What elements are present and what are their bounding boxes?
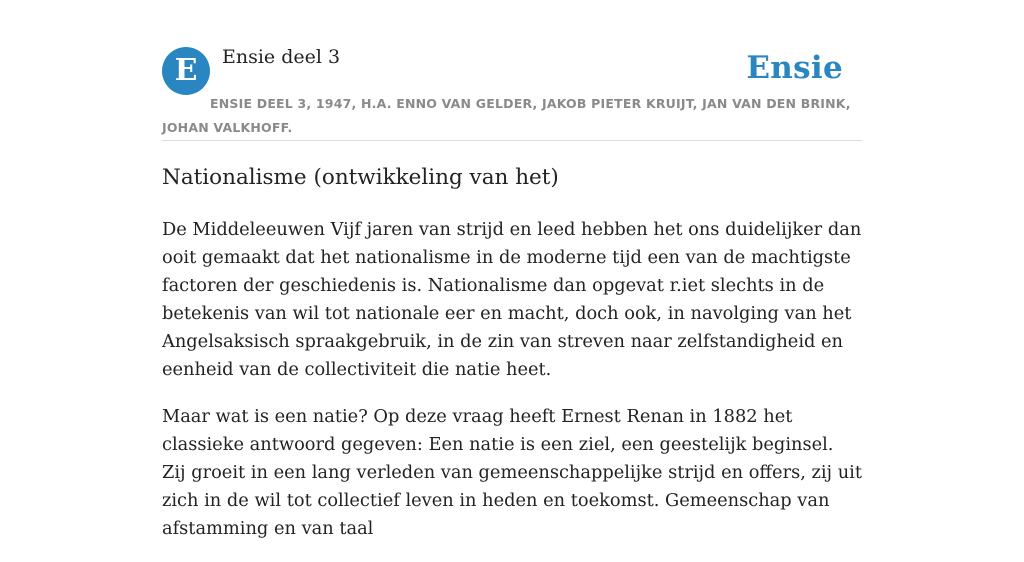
brand-logo[interactable]: Ensie — [746, 50, 843, 86]
article-paragraph: De Middeleeuwen Vijf jaren van strijd en leed hebben het ons duidelijker dan ooit gemaakt dat het nationalisme in de moderne tijd een van de machtigste factoren der geschiedenis is. Nationalisme dan opgevat r.iet slechts in de betekenis van wil tot nationale eer en macht, doch ook, in navolging van het Angelsaksisch spraakgebruik, in de zin van streven naar zelfstandigheid en eenheid van de collectiviteit die natie heet. — [162, 219, 862, 380]
article-title: Nationalisme (ontwikkeling van het) — [162, 165, 559, 190]
ensie-logo-icon[interactable]: E — [162, 47, 210, 95]
article — [162, 160, 862, 562]
book-title[interactable]: Ensie deel 3 — [222, 46, 341, 68]
book-meta: ENSIE DEEL 3, 1947, H.A. ENNO VAN GELDER, JAKOB PIETER KRUIJT, JAN VAN DEN BRINK, JOHAN VALKHOFF. — [162, 96, 851, 135]
header — [162, 44, 862, 141]
article-paragraph: Maar wat is een natie? Op deze vraag heeft Ernest Renan in 1882 het classieke antwoord gegeven: Een natie is een ziel, een geestelijk beginsel. Zij groeit in een lang verleden van gemeenschappelijke strijd en offers, zij uit zich in de wil tot collectief leven in heden en toekomst. Gemeenschap van afstamming en van taal — [162, 406, 863, 539]
